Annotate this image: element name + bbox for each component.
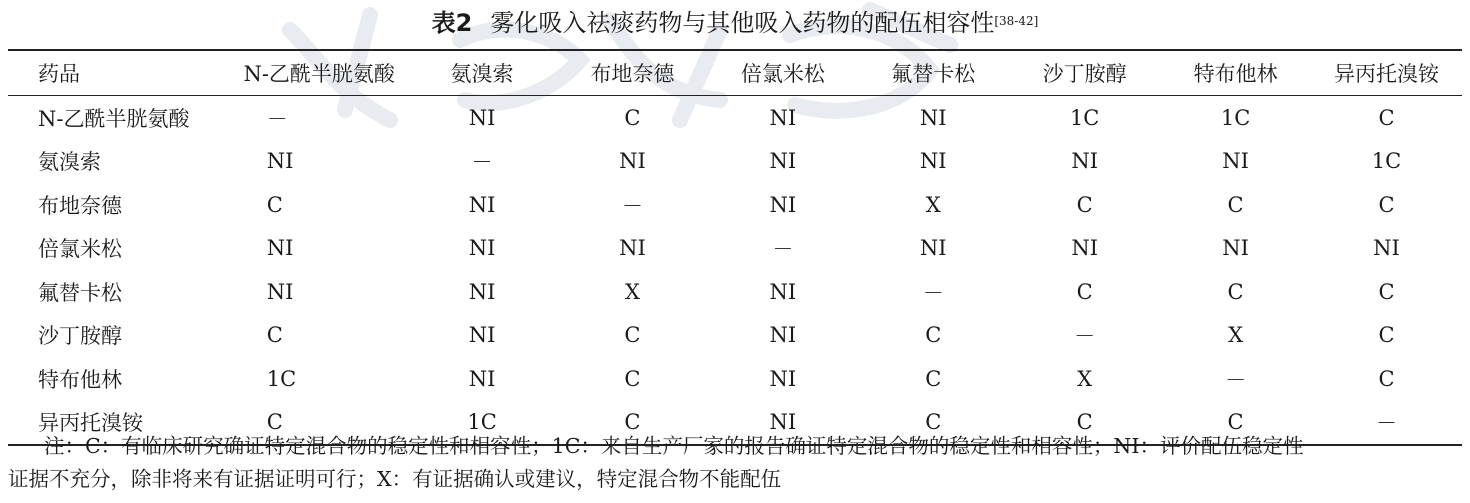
table-row (8, 140, 1462, 184)
compatibility-table (8, 49, 1462, 446)
compatibility-cell: C (624, 323, 641, 348)
table-row (8, 314, 1462, 358)
compatibility-cell: NI (769, 323, 797, 348)
compatibility-cell: － (772, 237, 794, 262)
compatibility-cell: － (266, 106, 288, 131)
header-cell: 异丙托溴铵 (1334, 62, 1439, 86)
compatibility-cell: C (925, 366, 942, 391)
compatibility-cell: NI (1222, 236, 1249, 261)
table-row (8, 96, 1462, 140)
compatibility-cell: X (925, 192, 941, 217)
compatibility-cell: － (1074, 324, 1096, 349)
table-row (8, 183, 1462, 227)
table-row (8, 227, 1462, 271)
header-cell: 特布他林 (1193, 62, 1278, 86)
compatibility-cell: NI (769, 105, 797, 130)
header-cell: 氨溴索 (450, 62, 514, 86)
compatibility-cell: － (471, 150, 493, 175)
compatibility-cell: NI (1071, 236, 1098, 261)
row-drug-name: 布地奈德 (38, 193, 122, 218)
compatibility-cell: C (925, 323, 942, 348)
title-reference: [38-42] (994, 14, 1039, 28)
header-cell: 倍氯米松 (740, 62, 825, 86)
row-drug-name: 氨溴索 (38, 150, 101, 175)
compatibility-cell: NI (619, 236, 646, 261)
header-cell: 氟替卡松 (891, 62, 976, 86)
compatibility-cell: － (922, 280, 944, 305)
compatibility-cell: C (266, 323, 283, 348)
row-drug-name: 倍氯米松 (38, 237, 122, 262)
compatibility-cell: NI (1222, 149, 1249, 174)
compatibility-cell: NI (468, 279, 496, 304)
row-drug-name: 特布他林 (38, 367, 122, 392)
compatibility-cell: NI (266, 236, 294, 261)
table-body (8, 96, 1462, 446)
table-header (8, 50, 1462, 96)
compatibility-cell: C (266, 192, 283, 217)
compatibility-cell: NI (1071, 149, 1098, 174)
compatibility-cell: X (1077, 366, 1093, 391)
compatibility-cell: C (1378, 192, 1395, 217)
compatibility-cell: NI (769, 192, 797, 217)
compatibility-cell: C (1227, 192, 1244, 217)
compatibility-cell: NI (919, 149, 947, 174)
compatibility-cell: NI (769, 149, 797, 174)
compatibility-cell: NI (769, 410, 797, 435)
compatibility-cell: C (1378, 366, 1395, 391)
compatibility-cell: C (925, 410, 942, 435)
header-drug: 药品 (38, 62, 80, 86)
compatibility-cell: NI (468, 105, 496, 130)
compatibility-cell: C (1076, 410, 1093, 435)
header-row (8, 50, 1462, 96)
compatibility-cell: NI (468, 323, 496, 348)
table-note (8, 430, 1462, 496)
compatibility-cell: C (1076, 192, 1093, 217)
table-number: 表2 (431, 9, 473, 37)
row-drug-name: 沙丁胺醇 (38, 324, 122, 349)
table-title (0, 8, 1470, 38)
compatibility-cell: 1C (1069, 105, 1100, 130)
compatibility-cell: NI (1373, 236, 1400, 261)
compatibility-cell: C (624, 410, 641, 435)
compatibility-cell: － (1376, 411, 1397, 436)
compatibility-cell: 1C (1220, 105, 1251, 130)
compatibility-cell: 1C (467, 410, 497, 435)
compatibility-cell: NI (468, 192, 496, 217)
table-row (8, 270, 1462, 314)
compatibility-cell: 1C (266, 366, 297, 391)
compatibility-cell: NI (919, 105, 947, 130)
compatibility-cell: C (1227, 410, 1244, 435)
header-cell: N-乙酰半胱氨酸 (243, 62, 395, 86)
table-row (8, 357, 1462, 401)
compatibility-cell: － (1225, 367, 1247, 392)
compatibility-cell: C (624, 105, 641, 130)
compatibility-cell: C (1378, 105, 1395, 130)
compatibility-cell: NI (468, 236, 496, 261)
compatibility-cell: X (1228, 323, 1244, 348)
compatibility-cell: C (1378, 279, 1395, 304)
compatibility-cell: NI (769, 279, 797, 304)
compatibility-cell: C (1378, 323, 1395, 348)
row-drug-name: 氟替卡松 (38, 280, 122, 305)
compatibility-cell: NI (769, 366, 797, 391)
compatibility-cell: NI (468, 366, 496, 391)
header-cell: 沙丁胺醇 (1042, 62, 1127, 86)
compatibility-cell: C (624, 366, 641, 391)
compatibility-cell: NI (919, 236, 947, 261)
note-line-2: 证据不充分，除非将来有证据证明可行；X：有证据确认或建议，特定混合物不能配伍 (8, 467, 782, 491)
row-drug-name: 异丙托溴铵 (38, 411, 143, 436)
title-text: 雾化吸入祛痰药物与其他吸入药物的配伍相容性 (490, 9, 995, 37)
compatibility-cell: C (1227, 279, 1244, 304)
compatibility-cell: 1C (1371, 149, 1402, 174)
compatibility-cell: C (266, 410, 283, 435)
compatibility-cell: C (1076, 279, 1093, 304)
compatibility-cell: X (624, 279, 640, 304)
row-drug-name: N-乙酰半胱氨酸 (38, 106, 190, 131)
compatibility-cell: NI (266, 279, 294, 304)
header-cell: 布地奈德 (590, 62, 675, 86)
compatibility-cell: NI (619, 149, 646, 174)
note-line-1: 注：C：有临床研究确证特定混合物的稳定性和相容性；1C：来自生产厂家的报告确证特定混合物的稳定性和相容性；NI：评价配伍稳定性 (44, 434, 1304, 458)
compatibility-cell: － (621, 193, 643, 218)
compatibility-cell: NI (266, 149, 294, 174)
